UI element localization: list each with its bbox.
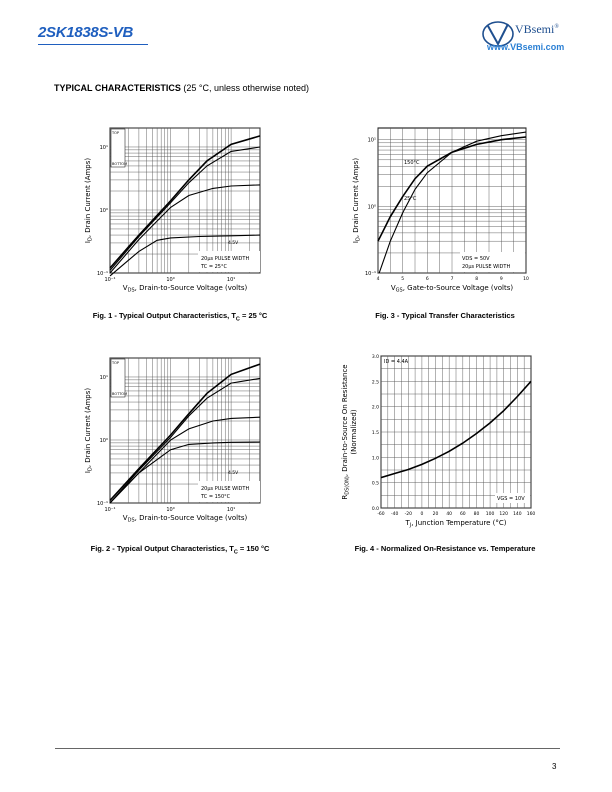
annotation-pulse: 20μs PULSE WIDTH	[201, 256, 250, 262]
figure-1-caption-end: = 25 °C	[239, 311, 268, 320]
x-tick-label: -20	[404, 512, 412, 517]
page-number: 3	[552, 762, 557, 771]
curve-label: 4.5V	[228, 471, 239, 476]
legend-footer: BOTTOM	[112, 392, 128, 396]
figure-4-chart	[335, 350, 540, 530]
x-tick-label: 60	[459, 512, 466, 517]
legend-header: TOP	[112, 361, 120, 365]
annotation-id: ID = 4.4A	[384, 359, 409, 365]
website-link[interactable]: www.VBsemi.com	[487, 42, 565, 52]
figure-2-caption-end: = 150 °C	[237, 544, 270, 553]
x-tick-label: 10⁰	[166, 507, 175, 513]
x-tick-label: 4	[376, 277, 380, 282]
legend-header: TOP	[112, 131, 120, 135]
figure-4-caption-main: Fig. 4 - Normalized On-Resistance vs. Temperature	[354, 544, 536, 553]
y-axis-label-rest: , Drain-to-Source On Resistance	[341, 364, 349, 477]
figure-1-caption	[60, 311, 300, 323]
figure-2-caption-sub: C	[233, 549, 238, 556]
y-axis-label-main: R	[341, 494, 349, 500]
y-axis-label-main: I	[84, 471, 92, 474]
y-axis-label-line2: (Normalized)	[350, 409, 358, 455]
x-axis-label	[404, 519, 506, 529]
section-subtitle: (25 °C, unless otherwise noted)	[183, 83, 310, 93]
y-tick-label: 0.5	[371, 481, 379, 487]
legend-footer: BOTTOM	[112, 162, 128, 166]
x-tick-label: 6	[425, 277, 429, 282]
y-tick-label: 10⁰	[99, 207, 108, 214]
x-axis-label-rest: , Drain-to-Source Voltage (volts)	[134, 284, 248, 292]
x-tick-label: 100	[485, 512, 495, 517]
x-axis-label-main: V	[122, 284, 128, 292]
y-tick-label: 10⁻¹	[96, 271, 108, 277]
y-axis-label-main: I	[352, 241, 360, 244]
x-tick-label: 80	[473, 512, 480, 517]
y-axis-label-rest: , Drain Current (Amps)	[84, 387, 92, 468]
figure-4-caption	[325, 544, 565, 553]
y-tick-label: 2.0	[371, 405, 379, 411]
y-axis-label-sub: D	[87, 467, 94, 472]
y-tick-label: 10⁰	[367, 204, 376, 211]
x-tick-label: 40	[446, 512, 453, 517]
annotation-pulse: 20μs PULSE WIDTH	[462, 264, 511, 270]
annotation-temp: TC = 150°C	[201, 494, 231, 500]
brand-name-text: VBsemi	[515, 22, 555, 36]
brand-name	[515, 22, 559, 37]
x-tick-label: -60	[377, 512, 385, 517]
x-tick-label: 10¹	[226, 277, 236, 283]
x-axis-label	[123, 284, 248, 294]
x-axis-label-sub: DS	[127, 287, 135, 294]
x-tick-label: 10⁻¹	[104, 507, 116, 513]
y-tick-label: 3.0	[371, 355, 379, 360]
figure-2-chart	[80, 350, 270, 530]
y-tick-label: 10⁻¹	[364, 271, 376, 277]
y-axis-label-sub: D	[87, 237, 94, 242]
figure-3-caption-main: Fig. 3 - Typical Transfer Characteristics	[375, 311, 515, 320]
y-tick-label: 10¹	[99, 374, 108, 381]
section-title: TYPICAL CHARACTERISTICS	[54, 83, 181, 93]
figure-3-caption	[335, 311, 555, 320]
x-tick-label: 120	[499, 512, 509, 517]
x-axis-label-main: V	[122, 514, 128, 522]
x-axis-label-rest: , Gate-to-Source Voltage (volts)	[402, 284, 514, 292]
annotation-pulse: 20μs PULSE WIDTH	[201, 486, 250, 492]
annotation-temp: TC = 25°C	[201, 264, 227, 270]
figure-2-caption-main: Fig. 2 - Typical Output Characteristics, T	[90, 544, 234, 553]
x-tick-label: 10⁰	[166, 277, 175, 283]
part-number: 2SK1838S-VB	[38, 24, 134, 41]
y-tick-label: 0.0	[371, 507, 379, 512]
y-tick-label: 10⁰	[99, 437, 108, 444]
brand-registered-mark: ®	[554, 24, 559, 30]
x-axis-label	[391, 284, 514, 294]
curve-label-150c: 150°C	[404, 160, 420, 166]
part-number-underline	[38, 44, 148, 45]
annotation-vds: VDS = 50V	[462, 256, 490, 262]
y-axis-label	[84, 158, 94, 243]
x-tick-label: 10⁻¹	[104, 277, 116, 283]
x-tick-label: 7	[450, 277, 454, 282]
section-heading	[54, 83, 309, 93]
y-axis-label-sub: D	[355, 237, 362, 242]
footer-divider	[55, 748, 560, 749]
figure-2-caption	[60, 544, 300, 556]
figure-1-caption-main: Fig. 1 - Typical Output Characteristics, T	[92, 311, 236, 320]
y-axis-label-sub: DS(ON)	[344, 476, 351, 495]
y-tick-label: 10¹	[99, 144, 108, 151]
x-tick-label: 10¹	[226, 507, 236, 513]
y-axis-label	[84, 388, 94, 473]
x-axis-label-rest: , Drain-to-Source Voltage (volts)	[134, 514, 248, 522]
y-axis-label-rest: , Drain Current (Amps)	[84, 157, 92, 238]
figure-3-chart	[340, 120, 540, 300]
y-axis-label-main: I	[84, 241, 92, 244]
y-tick-label: 10⁻¹	[96, 501, 108, 507]
y-axis-label-rest: , Drain Current (Amps)	[352, 157, 360, 238]
y-tick-label: 2.5	[371, 380, 379, 386]
x-axis-label-main: V	[390, 284, 396, 292]
x-axis-label	[123, 514, 248, 524]
x-tick-label: 140	[513, 512, 522, 517]
x-tick-label: 10	[523, 277, 529, 282]
annotation-vgs: VGS = 10V	[497, 496, 525, 502]
y-axis-label	[352, 158, 362, 243]
x-tick-label: 9	[499, 277, 503, 282]
x-tick-label: 0	[420, 512, 424, 517]
x-tick-label: 8	[475, 277, 479, 282]
x-tick-label: 160	[526, 512, 536, 517]
x-tick-label: 5	[401, 277, 405, 282]
figure-1-chart	[80, 120, 270, 300]
x-tick-label: -40	[390, 512, 399, 517]
figure-1-caption-sub: C	[235, 316, 240, 323]
y-tick-label: 1.0	[371, 456, 379, 462]
x-axis-label-main: T	[405, 519, 410, 527]
x-axis-label-rest: , Junction Temperature (°C)	[411, 519, 507, 527]
x-axis-label-sub: DS	[127, 517, 135, 524]
curve-label-25c: 25°C	[404, 196, 417, 202]
x-axis-label-sub: GS	[395, 287, 403, 294]
x-axis-label-sub: J	[409, 522, 412, 529]
y-tick-label: 10¹	[367, 137, 376, 144]
y-tick-label: 1.5	[371, 431, 379, 436]
x-tick-label: 20	[432, 512, 439, 517]
curve-label: 4.5V	[228, 241, 239, 246]
